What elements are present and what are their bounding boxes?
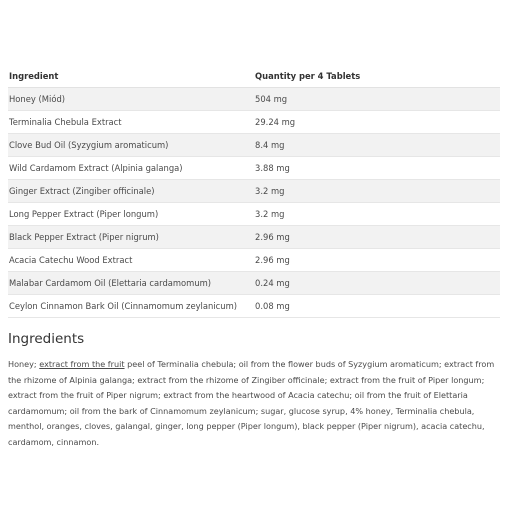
page-content [8,65,500,450]
quantity-cell: 0.08 mg [254,295,500,318]
ingredient-cell: Long Pepper Extract (Piper longum) [8,203,254,226]
underlined-phrase: extract from the fruit [39,359,125,369]
quantity-cell: 3.2 mg [254,203,500,226]
ingredient-cell: Acacia Catechu Wood Extract [8,249,254,272]
ingredients-table [8,65,500,318]
table-row [8,88,500,111]
ingredient-cell: Clove Bud Oil (Syzygium aromaticum) [8,134,254,157]
ingredients-text-start: Honey; [8,359,40,369]
ingredient-cell: Malabar Cardamom Oil (Elettaria cardamomum) [8,272,254,295]
quantity-cell: 8.4 mg [254,134,500,157]
ingredient-cell: Wild Cardamom Extract (Alpinia galanga) [8,157,254,180]
table-row [8,249,500,272]
table-row [8,203,500,226]
quantity-cell: 3.88 mg [254,157,500,180]
ingredient-cell: Honey (Miód) [8,88,254,111]
quantity-cell: 29.24 mg [254,111,500,134]
ingredients-paragraph [8,357,498,450]
table-row [8,180,500,203]
quantity-cell: 504 mg [254,88,500,111]
table-row [8,272,500,295]
table-row [8,226,500,249]
ingredients-text-rest: peel of Terminalia chebula; oil from the flower buds of Syzygium aromaticum; extract from the rhizome of Alpinia galanga; extract from the rhizome of Zingiber officinale; extract from the fruit of Piper longum; extract from the fruit of Piper nigrum; extract from the heartwood of Acacia catechu; oil from the fruit of Elettaria cardamomum; oil from the bark of Cinnamomum zeylanicum; sugar, glucose syrup, 4% honey, Terminalia chebula, menthol, oranges, cloves, galangal, ginger, long pepper (Piper longum), black pepper (Piper nigrum), acacia catechu, cardamom, cinnamon. [8,359,495,447]
quantity-cell: 2.96 mg [254,249,500,272]
column-header-quantity: Quantity per 4 Tablets [254,65,500,88]
column-header-ingredient: Ingredient [8,65,254,88]
quantity-cell: 0.24 mg [254,272,500,295]
table-row [8,134,500,157]
quantity-cell: 3.2 mg [254,180,500,203]
ingredient-cell: Terminalia Chebula Extract [8,111,254,134]
table-row [8,157,500,180]
table-header-row [8,65,500,88]
ingredients-heading: Ingredients [8,331,85,347]
quantity-cell: 2.96 mg [254,226,500,249]
table-row [8,295,500,318]
ingredient-cell: Ceylon Cinnamon Bark Oil (Cinnamomum zeylanicum) [8,295,254,318]
ingredient-cell: Black Pepper Extract (Piper nigrum) [8,226,254,249]
table-row [8,111,500,134]
ingredient-cell: Ginger Extract (Zingiber officinale) [8,180,254,203]
